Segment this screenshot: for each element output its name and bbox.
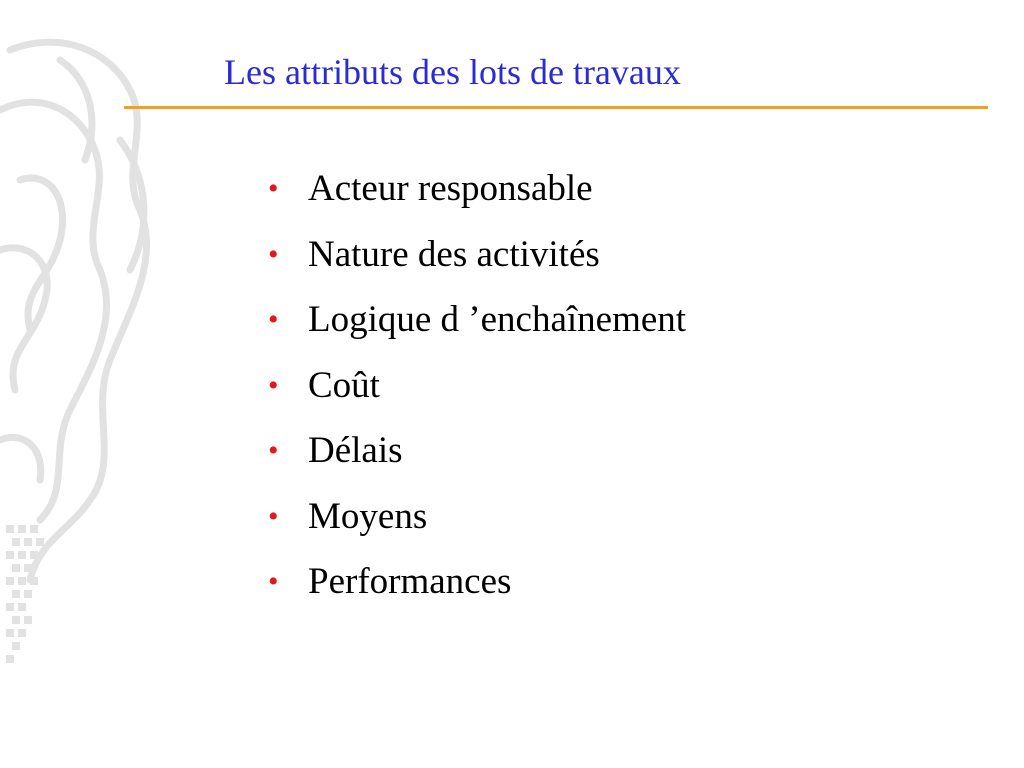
bullet-icon: •	[268, 565, 279, 598]
bullet-icon: •	[268, 368, 279, 402]
bullet-text: Performances	[308, 561, 512, 602]
bullet-item	[268, 428, 686, 494]
title-underline	[124, 106, 988, 109]
bullet-item	[268, 166, 686, 232]
bullet-icon: •	[268, 172, 279, 205]
bullet-item	[268, 494, 686, 560]
bullet-text: Acteur responsable	[308, 168, 593, 209]
bullet-text: Moyens	[308, 495, 428, 537]
bullet-text: Logique d ’enchaînement	[308, 299, 687, 340]
bullet-text: Délais	[308, 430, 403, 471]
bullet-text: Coût	[308, 364, 380, 406]
bullet-item	[268, 297, 686, 363]
bullet-icon: •	[268, 237, 279, 271]
bullet-icon: •	[268, 434, 279, 467]
bullet-text: Nature des activités	[308, 233, 600, 275]
bullet-item	[268, 363, 686, 429]
slide-title: Les attributs des lots de travaux	[224, 52, 681, 92]
bullet-list	[268, 166, 686, 625]
bullet-icon: •	[268, 499, 279, 533]
bullet-item	[268, 559, 686, 625]
bullet-icon: •	[268, 303, 279, 336]
bullet-item	[268, 232, 686, 298]
decorative-sketch-icon	[0, 20, 180, 700]
